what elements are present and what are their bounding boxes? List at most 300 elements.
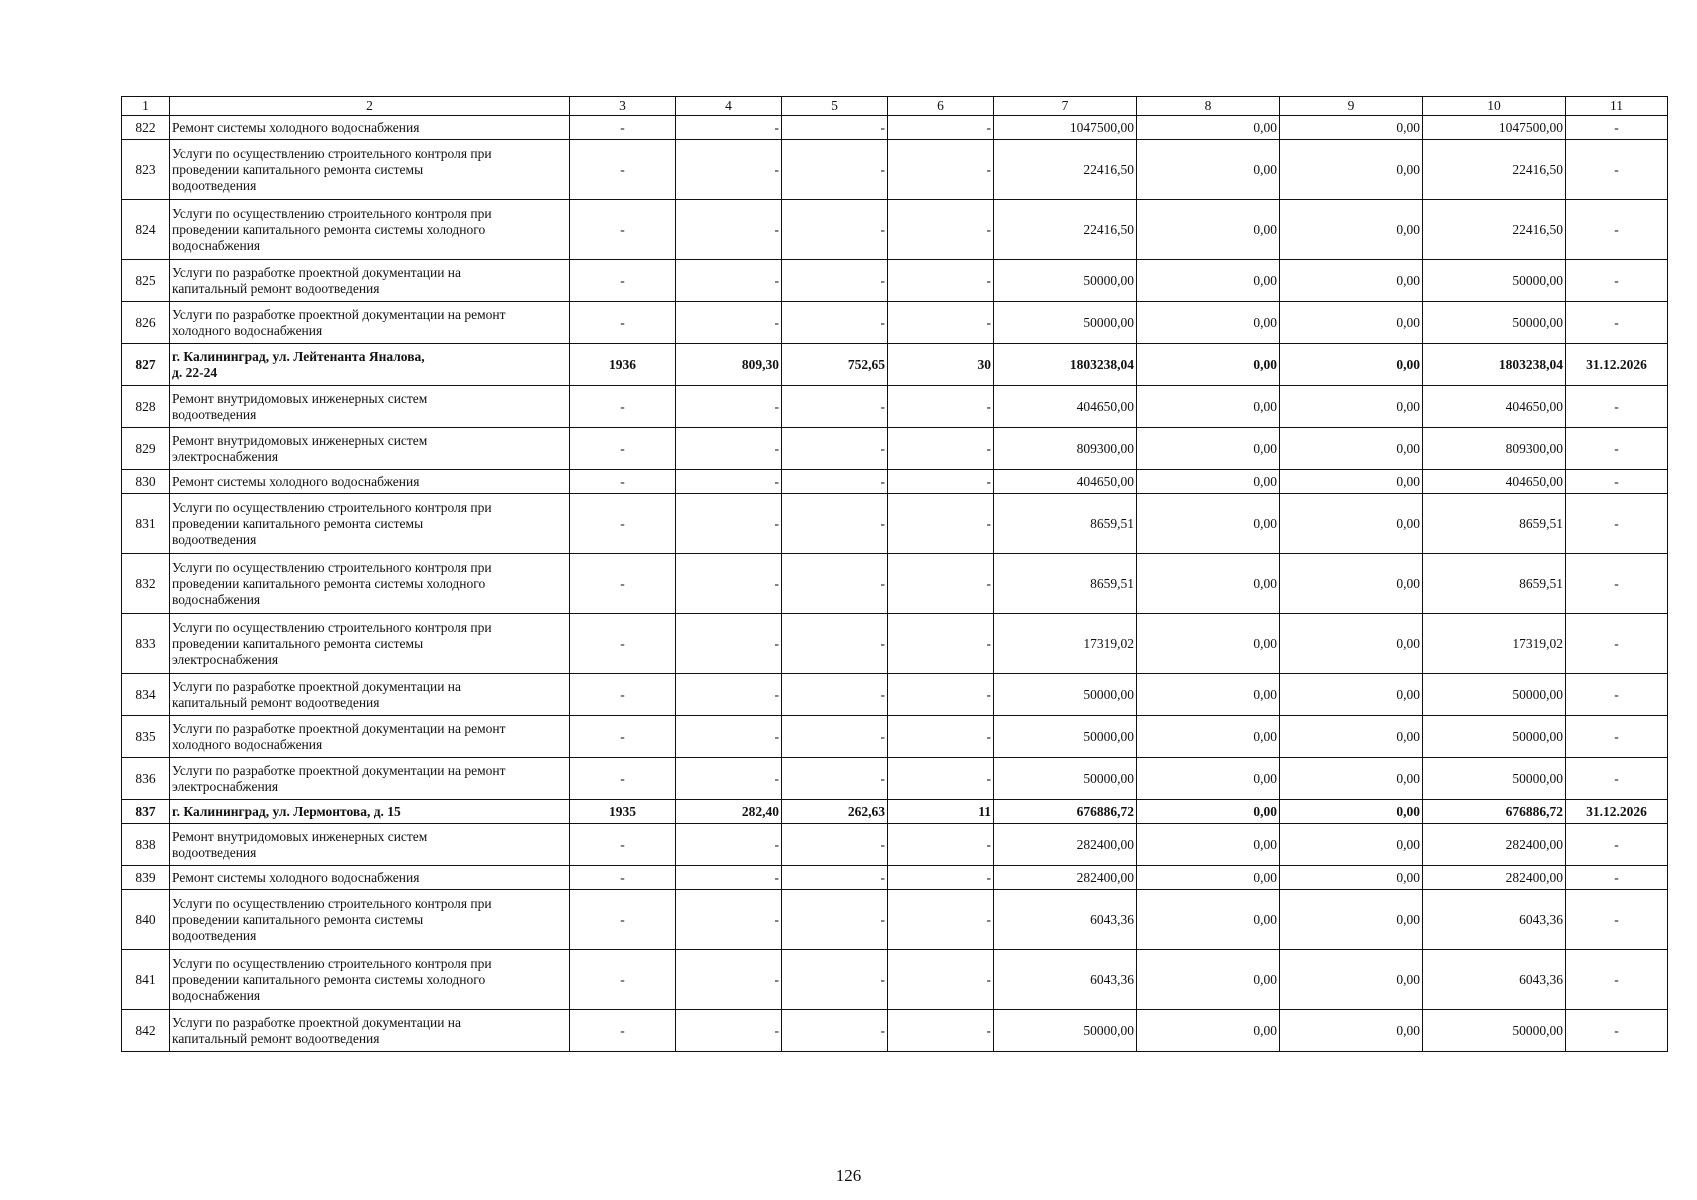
column-number-header-row — [122, 97, 1668, 116]
residents-count-cell: - — [888, 140, 994, 200]
column-number-header: 9 — [1280, 97, 1423, 116]
build-year-cell: 1936 — [570, 344, 676, 386]
living-area-cell: - — [782, 674, 888, 716]
build-year-cell: - — [570, 200, 676, 260]
description-line: Ремонт системы холодного водоснабжения — [172, 869, 420, 885]
completion-date-cell: - — [1566, 200, 1668, 260]
description-line: холодного водоснабжения — [172, 736, 323, 752]
total-cost-cell: 50000,00 — [994, 716, 1137, 758]
total-cost-cell: 50000,00 — [994, 302, 1137, 344]
table-row — [122, 554, 1668, 614]
residents-count-cell: - — [888, 116, 994, 140]
completion-date-cell: - — [1566, 116, 1668, 140]
completion-date-cell: - — [1566, 614, 1668, 674]
total-area-cell: - — [676, 950, 782, 1010]
total-area-cell: - — [676, 260, 782, 302]
regional-funds-cell: 0,00 — [1280, 824, 1423, 866]
column-number-header: 11 — [1566, 97, 1668, 116]
total-cost-cell: 404650,00 — [994, 470, 1137, 494]
row-number-cell: 822 — [122, 116, 170, 140]
description-line: Ремонт системы холодного водоснабжения — [172, 473, 420, 489]
regional-funds-cell: 0,00 — [1280, 386, 1423, 428]
residents-count-cell: - — [888, 824, 994, 866]
table-row — [122, 386, 1668, 428]
regional-funds-cell: 0,00 — [1280, 800, 1423, 824]
total-cost-cell: 1047500,00 — [994, 116, 1137, 140]
total-area-cell: - — [676, 116, 782, 140]
living-area-cell: - — [782, 716, 888, 758]
row-number-cell: 840 — [122, 890, 170, 950]
description-cell — [170, 800, 570, 824]
federal-funds-cell: 0,00 — [1137, 494, 1280, 554]
federal-funds-cell: 0,00 — [1137, 800, 1280, 824]
row-number-cell: 834 — [122, 674, 170, 716]
owner-funds-cell: 1047500,00 — [1423, 116, 1566, 140]
residents-count-cell: - — [888, 260, 994, 302]
table-row — [122, 470, 1668, 494]
living-area-cell: - — [782, 614, 888, 674]
living-area-cell: - — [782, 950, 888, 1010]
living-area-cell: - — [782, 116, 888, 140]
residents-count-cell: - — [888, 716, 994, 758]
table-row — [122, 614, 1668, 674]
owner-funds-cell: 282400,00 — [1423, 866, 1566, 890]
description-line: Услуги по осуществлению строительного контроля при — [172, 955, 492, 971]
description-cell — [170, 344, 570, 386]
living-area-cell: - — [782, 890, 888, 950]
description-line: Услуги по разработке проектной документации на ремонт — [172, 306, 506, 322]
row-number-cell: 836 — [122, 758, 170, 800]
table-row — [122, 302, 1668, 344]
build-year-cell: - — [570, 554, 676, 614]
regional-funds-cell: 0,00 — [1280, 344, 1423, 386]
owner-funds-cell: 6043,36 — [1423, 890, 1566, 950]
residents-count-cell: - — [888, 302, 994, 344]
owner-funds-cell: 8659,51 — [1423, 554, 1566, 614]
total-area-cell: - — [676, 758, 782, 800]
column-number-header: 8 — [1137, 97, 1280, 116]
build-year-cell: - — [570, 260, 676, 302]
column-number-header: 6 — [888, 97, 994, 116]
total-area-cell: - — [676, 386, 782, 428]
description-line: проведении капитального ремонта системы — [172, 515, 424, 531]
owner-funds-cell: 50000,00 — [1423, 674, 1566, 716]
description-cell — [170, 716, 570, 758]
regional-funds-cell: 0,00 — [1280, 116, 1423, 140]
table-row — [122, 674, 1668, 716]
table-row — [122, 140, 1668, 200]
description-cell — [170, 554, 570, 614]
federal-funds-cell: 0,00 — [1137, 344, 1280, 386]
regional-funds-cell: 0,00 — [1280, 950, 1423, 1010]
completion-date-cell: - — [1566, 1010, 1668, 1052]
description-line: Услуги по разработке проектной документации на — [172, 678, 462, 694]
description-line: водоснабжения — [172, 591, 261, 607]
residents-count-cell: - — [888, 200, 994, 260]
row-number-cell: 839 — [122, 866, 170, 890]
residents-count-cell: - — [888, 428, 994, 470]
table-row — [122, 344, 1668, 386]
build-year-cell: 1935 — [570, 800, 676, 824]
owner-funds-cell: 1803238,04 — [1423, 344, 1566, 386]
total-area-cell: - — [676, 674, 782, 716]
row-number-cell: 837 — [122, 800, 170, 824]
owner-funds-cell: 22416,50 — [1423, 140, 1566, 200]
table-row — [122, 260, 1668, 302]
build-year-cell: - — [570, 116, 676, 140]
regional-funds-cell: 0,00 — [1280, 302, 1423, 344]
description-line: проведении капитального ремонта системы — [172, 161, 424, 177]
living-area-cell: - — [782, 428, 888, 470]
regional-funds-cell: 0,00 — [1280, 890, 1423, 950]
completion-date-cell: - — [1566, 260, 1668, 302]
total-area-cell: - — [676, 554, 782, 614]
total-area-cell: - — [676, 140, 782, 200]
description-cell — [170, 386, 570, 428]
description-line: капитальный ремонт водоотведения — [172, 280, 380, 296]
residents-count-cell: - — [888, 554, 994, 614]
federal-funds-cell: 0,00 — [1137, 674, 1280, 716]
completion-date-cell: - — [1566, 824, 1668, 866]
column-number-header: 2 — [170, 97, 570, 116]
column-number-header: 7 — [994, 97, 1137, 116]
owner-funds-cell: 404650,00 — [1423, 386, 1566, 428]
table-row — [122, 950, 1668, 1010]
total-cost-cell: 50000,00 — [994, 758, 1137, 800]
row-number-cell: 838 — [122, 824, 170, 866]
description-line: Услуги по разработке проектной документации на ремонт — [172, 720, 506, 736]
description-line: проведении капитального ремонта системы — [172, 635, 424, 651]
description-line: холодного водоснабжения — [172, 322, 323, 338]
description-cell — [170, 758, 570, 800]
residents-count-cell: 11 — [888, 800, 994, 824]
completion-date-cell: - — [1566, 758, 1668, 800]
living-area-cell: - — [782, 824, 888, 866]
description-line: Услуги по разработке проектной документации на ремонт — [172, 762, 506, 778]
row-number-cell: 823 — [122, 140, 170, 200]
federal-funds-cell: 0,00 — [1137, 950, 1280, 1010]
living-area-cell: - — [782, 758, 888, 800]
row-number-cell: 826 — [122, 302, 170, 344]
description-line: водоотведения — [172, 531, 257, 547]
column-number-header: 3 — [570, 97, 676, 116]
owner-funds-cell: 404650,00 — [1423, 470, 1566, 494]
residents-count-cell: - — [888, 1010, 994, 1052]
living-area-cell: - — [782, 260, 888, 302]
total-cost-cell: 404650,00 — [994, 386, 1137, 428]
description-cell — [170, 302, 570, 344]
table-row — [122, 1010, 1668, 1052]
description-line: д. 22-24 — [172, 364, 218, 380]
residents-count-cell: - — [888, 470, 994, 494]
completion-date-cell: - — [1566, 428, 1668, 470]
build-year-cell: - — [570, 428, 676, 470]
description-line: Услуги по осуществлению строительного контроля при — [172, 895, 492, 911]
table-row — [122, 116, 1668, 140]
owner-funds-cell: 8659,51 — [1423, 494, 1566, 554]
completion-date-cell: - — [1566, 866, 1668, 890]
table-row — [122, 716, 1668, 758]
total-cost-cell: 8659,51 — [994, 554, 1137, 614]
residents-count-cell: - — [888, 950, 994, 1010]
page-number: 126 — [835, 1166, 862, 1185]
federal-funds-cell: 0,00 — [1137, 554, 1280, 614]
owner-funds-cell: 50000,00 — [1423, 758, 1566, 800]
regional-funds-cell: 0,00 — [1280, 716, 1423, 758]
description-line: капитальный ремонт водоотведения — [172, 1030, 380, 1046]
total-cost-cell: 50000,00 — [994, 1010, 1137, 1052]
build-year-cell: - — [570, 824, 676, 866]
description-line: Услуги по осуществлению строительного контроля при — [172, 205, 492, 221]
table-row — [122, 890, 1668, 950]
completion-date-cell: 31.12.2026 — [1566, 800, 1668, 824]
federal-funds-cell: 0,00 — [1137, 824, 1280, 866]
total-cost-cell: 50000,00 — [994, 674, 1137, 716]
completion-date-cell: 31.12.2026 — [1566, 344, 1668, 386]
column-number-header: 10 — [1423, 97, 1566, 116]
build-year-cell: - — [570, 1010, 676, 1052]
row-number-cell: 829 — [122, 428, 170, 470]
description-line: Ремонт внутридомовых инженерных систем — [172, 828, 428, 844]
description-cell — [170, 470, 570, 494]
total-area-cell: 809,30 — [676, 344, 782, 386]
build-year-cell: - — [570, 890, 676, 950]
row-number-cell: 830 — [122, 470, 170, 494]
total-cost-cell: 282400,00 — [994, 824, 1137, 866]
description-line: электроснабжения — [172, 651, 279, 667]
description-line: проведении капитального ремонта системы холодного — [172, 971, 486, 987]
description-line: Услуги по осуществлению строительного контроля при — [172, 619, 492, 635]
total-cost-cell: 809300,00 — [994, 428, 1137, 470]
table-row — [122, 494, 1668, 554]
completion-date-cell: - — [1566, 140, 1668, 200]
description-line: электроснабжения — [172, 448, 279, 464]
description-line: Ремонт внутридомовых инженерных систем — [172, 390, 428, 406]
total-area-cell: - — [676, 200, 782, 260]
description-line: водоснабжения — [172, 987, 261, 1003]
total-area-cell: - — [676, 302, 782, 344]
description-cell — [170, 116, 570, 140]
description-cell — [170, 890, 570, 950]
living-area-cell: 262,63 — [782, 800, 888, 824]
description-line: Услуги по осуществлению строительного контроля при — [172, 559, 492, 575]
table-row — [122, 758, 1668, 800]
row-number-cell: 842 — [122, 1010, 170, 1052]
description-line: г. Калининград, ул. Лермонтова, д. 15 — [172, 803, 401, 819]
federal-funds-cell: 0,00 — [1137, 716, 1280, 758]
completion-date-cell: - — [1566, 890, 1668, 950]
description-line: проведении капитального ремонта системы холодного — [172, 221, 486, 237]
total-cost-cell: 6043,36 — [994, 890, 1137, 950]
total-cost-cell: 17319,02 — [994, 614, 1137, 674]
description-line: водоотведения — [172, 177, 257, 193]
table-row — [122, 428, 1668, 470]
description-cell — [170, 824, 570, 866]
capital-repair-table — [121, 96, 1668, 1052]
residents-count-cell: 30 — [888, 344, 994, 386]
completion-date-cell: - — [1566, 674, 1668, 716]
federal-funds-cell: 0,00 — [1137, 386, 1280, 428]
build-year-cell: - — [570, 950, 676, 1010]
total-area-cell: - — [676, 866, 782, 890]
owner-funds-cell: 676886,72 — [1423, 800, 1566, 824]
row-number-cell: 828 — [122, 386, 170, 428]
total-area-cell: - — [676, 614, 782, 674]
description-line: Услуги по осуществлению строительного контроля при — [172, 499, 492, 515]
build-year-cell: - — [570, 302, 676, 344]
total-cost-cell: 8659,51 — [994, 494, 1137, 554]
residents-count-cell: - — [888, 674, 994, 716]
row-number-cell: 832 — [122, 554, 170, 614]
total-cost-cell: 676886,72 — [994, 800, 1137, 824]
row-number-cell: 824 — [122, 200, 170, 260]
description-line: проведении капитального ремонта системы — [172, 911, 424, 927]
row-number-cell: 825 — [122, 260, 170, 302]
description-line: водоотведения — [172, 844, 257, 860]
build-year-cell: - — [570, 716, 676, 758]
description-cell — [170, 494, 570, 554]
regional-funds-cell: 0,00 — [1280, 554, 1423, 614]
living-area-cell: - — [782, 866, 888, 890]
total-cost-cell: 22416,50 — [994, 200, 1137, 260]
owner-funds-cell: 50000,00 — [1423, 260, 1566, 302]
row-number-cell: 831 — [122, 494, 170, 554]
regional-funds-cell: 0,00 — [1280, 1010, 1423, 1052]
regional-funds-cell: 0,00 — [1280, 758, 1423, 800]
living-area-cell: - — [782, 554, 888, 614]
regional-funds-cell: 0,00 — [1280, 674, 1423, 716]
federal-funds-cell: 0,00 — [1137, 470, 1280, 494]
row-number-cell: 833 — [122, 614, 170, 674]
description-line: г. Калининград, ул. Лейтенанта Яналова, — [172, 348, 425, 364]
total-area-cell: - — [676, 824, 782, 866]
completion-date-cell: - — [1566, 494, 1668, 554]
description-line: водоотведения — [172, 927, 257, 943]
total-cost-cell: 6043,36 — [994, 950, 1137, 1010]
column-number-header: 1 — [122, 97, 170, 116]
column-number-header: 5 — [782, 97, 888, 116]
table-row — [122, 200, 1668, 260]
description-line: Услуги по разработке проектной документации на — [172, 1014, 462, 1030]
federal-funds-cell: 0,00 — [1137, 116, 1280, 140]
living-area-cell: - — [782, 140, 888, 200]
federal-funds-cell: 0,00 — [1137, 758, 1280, 800]
description-line: водоотведения — [172, 406, 257, 422]
living-area-cell: - — [782, 1010, 888, 1052]
description-cell — [170, 1010, 570, 1052]
description-line: Услуги по разработке проектной документации на — [172, 264, 462, 280]
description-line: электроснабжения — [172, 778, 279, 794]
federal-funds-cell: 0,00 — [1137, 614, 1280, 674]
regional-funds-cell: 0,00 — [1280, 260, 1423, 302]
federal-funds-cell: 0,00 — [1137, 200, 1280, 260]
total-cost-cell: 1803238,04 — [994, 344, 1137, 386]
residents-count-cell: - — [888, 494, 994, 554]
owner-funds-cell: 50000,00 — [1423, 302, 1566, 344]
residents-count-cell: - — [888, 758, 994, 800]
regional-funds-cell: 0,00 — [1280, 614, 1423, 674]
description-line: Ремонт внутридомовых инженерных систем — [172, 432, 428, 448]
build-year-cell: - — [570, 470, 676, 494]
description-cell — [170, 614, 570, 674]
residents-count-cell: - — [888, 386, 994, 428]
owner-funds-cell: 17319,02 — [1423, 614, 1566, 674]
owner-funds-cell: 809300,00 — [1423, 428, 1566, 470]
federal-funds-cell: 0,00 — [1137, 140, 1280, 200]
completion-date-cell: - — [1566, 302, 1668, 344]
regional-funds-cell: 0,00 — [1280, 494, 1423, 554]
federal-funds-cell: 0,00 — [1137, 1010, 1280, 1052]
completion-date-cell: - — [1566, 950, 1668, 1010]
total-area-cell: - — [676, 494, 782, 554]
description-cell — [170, 950, 570, 1010]
regional-funds-cell: 0,00 — [1280, 866, 1423, 890]
build-year-cell: - — [570, 758, 676, 800]
living-area-cell: - — [782, 200, 888, 260]
living-area-cell: 752,65 — [782, 344, 888, 386]
regional-funds-cell: 0,00 — [1280, 428, 1423, 470]
description-line: проведении капитального ремонта системы холодного — [172, 575, 486, 591]
total-cost-cell: 22416,50 — [994, 140, 1137, 200]
completion-date-cell: - — [1566, 470, 1668, 494]
total-area-cell: - — [676, 470, 782, 494]
residents-count-cell: - — [888, 614, 994, 674]
completion-date-cell: - — [1566, 716, 1668, 758]
table-row — [122, 824, 1668, 866]
description-line: Услуги по осуществлению строительного контроля при — [172, 145, 492, 161]
total-area-cell: - — [676, 1010, 782, 1052]
description-cell — [170, 674, 570, 716]
federal-funds-cell: 0,00 — [1137, 428, 1280, 470]
living-area-cell: - — [782, 494, 888, 554]
owner-funds-cell: 22416,50 — [1423, 200, 1566, 260]
regional-funds-cell: 0,00 — [1280, 140, 1423, 200]
living-area-cell: - — [782, 470, 888, 494]
living-area-cell: - — [782, 386, 888, 428]
build-year-cell: - — [570, 386, 676, 428]
total-cost-cell: 50000,00 — [994, 260, 1137, 302]
build-year-cell: - — [570, 494, 676, 554]
description-line: Ремонт системы холодного водоснабжения — [172, 119, 420, 135]
federal-funds-cell: 0,00 — [1137, 866, 1280, 890]
column-number-header: 4 — [676, 97, 782, 116]
description-line: водоснабжения — [172, 237, 261, 253]
owner-funds-cell: 282400,00 — [1423, 824, 1566, 866]
regional-funds-cell: 0,00 — [1280, 470, 1423, 494]
federal-funds-cell: 0,00 — [1137, 260, 1280, 302]
living-area-cell: - — [782, 302, 888, 344]
row-number-cell: 841 — [122, 950, 170, 1010]
table-body — [122, 97, 1668, 1052]
description-cell — [170, 200, 570, 260]
residents-count-cell: - — [888, 890, 994, 950]
owner-funds-cell: 50000,00 — [1423, 1010, 1566, 1052]
row-number-cell: 827 — [122, 344, 170, 386]
regional-funds-cell: 0,00 — [1280, 200, 1423, 260]
description-cell — [170, 866, 570, 890]
table-row — [122, 800, 1668, 824]
row-number-cell: 835 — [122, 716, 170, 758]
total-area-cell: - — [676, 716, 782, 758]
owner-funds-cell: 50000,00 — [1423, 716, 1566, 758]
build-year-cell: - — [570, 614, 676, 674]
federal-funds-cell: 0,00 — [1137, 302, 1280, 344]
description-cell — [170, 260, 570, 302]
total-area-cell: 282,40 — [676, 800, 782, 824]
federal-funds-cell: 0,00 — [1137, 890, 1280, 950]
completion-date-cell: - — [1566, 554, 1668, 614]
completion-date-cell: - — [1566, 386, 1668, 428]
